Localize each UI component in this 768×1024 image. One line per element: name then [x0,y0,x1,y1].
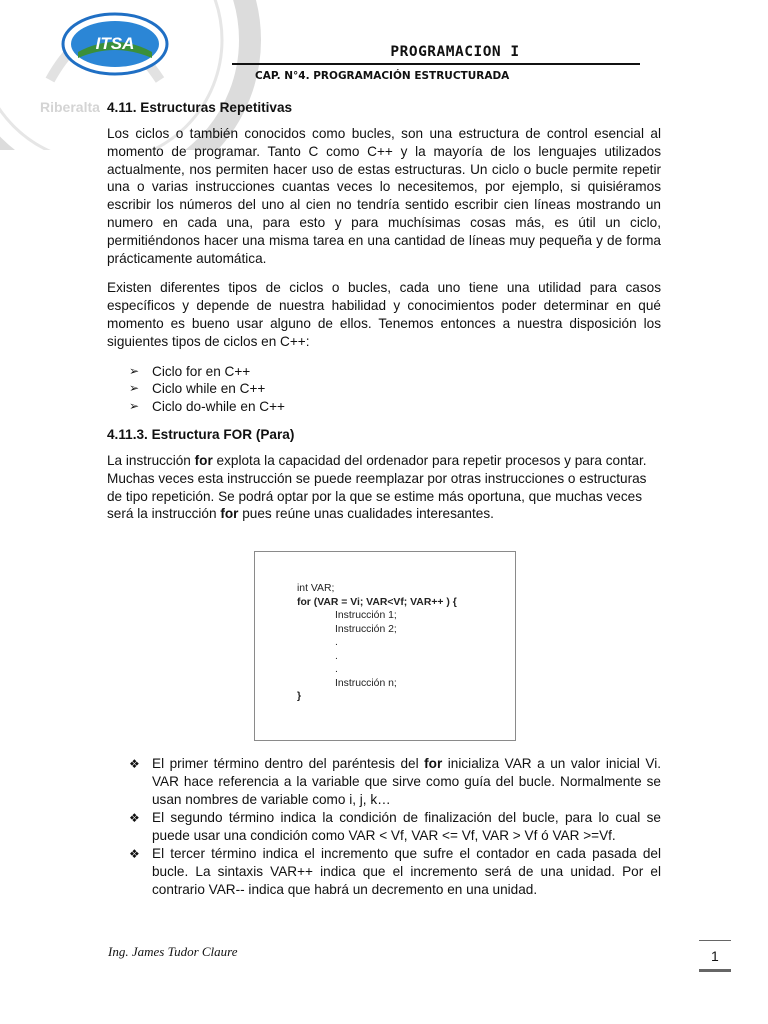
for-syntax-code-box [254,551,516,741]
list-item: ❖ El segundo término indica la condición de finalización del bucle, para lo cual se puede usar una condición como VAR < Vf, VAR <= Vf, VAR > Vf ó VAR >=Vf. [129,810,661,844]
loop-types-paragraph: Existen diferentes tipos de ciclos o bucles, cada uno tiene una utilidad para casos específicos y depende de nuestra habilidad y conocimientos poder determinar en qué momento es bueno usar alguno de ellos. Tenemos entonces a nuestra disposición los siguientes tipos de ciclos en C++: [107,280,661,349]
for-terms-list [107,755,661,899]
section-heading: 4.11. Estructuras Repetitivas [107,100,293,115]
itsa-logo [60,12,170,76]
code-line: Instrucción 2; [335,623,397,635]
diamond-bullet-icon: ❖ [129,757,140,772]
arrow-bullet-icon: ➢ [129,363,140,378]
loop-types-list [107,363,661,416]
list-item: ❖ El primer término dentro del paréntesis del for inicializa VAR a un valor inicial Vi. VAR hace referencia a la variable que sirve como guía del bucle. Normalmente se usan nombres de variable como i, j, k… [129,756,661,808]
diamond-bullet-icon: ❖ [129,811,140,826]
header-divider [232,63,640,65]
code-dot: . [335,650,338,662]
code-line: Instrucción n; [335,677,397,689]
for-description-paragraph: La instrucción for explota la capacidad del ordenador para repetir procesos y para contar. Muchas veces esta instrucción se puede reemplazar por otras instrucciones o estructuras de tipo repetición. Se podrá optar por la que se estime más oportuna, que muchas veces será la instrucción for pues reúne unas cualidades interesantes. [107,452,647,522]
diamond-bullet-icon: ❖ [129,847,140,862]
page-number: 1 [711,948,719,964]
list-item: ➢ Ciclo for en C++ [129,363,251,379]
code-line: Instrucción 1; [335,610,397,622]
logo-text: ITSA [95,34,135,53]
page-content [107,100,661,899]
arrow-bullet-icon: ➢ [129,399,140,414]
document-title: PROGRAMACION I [390,44,520,60]
code-dot: . [335,637,338,649]
code-line: for (VAR = Vi; VAR<Vf; VAR++ ) { [297,596,457,608]
page-number-box [699,940,731,972]
list-item: ➢ Ciclo do-while en C++ [129,399,285,415]
list-item: ❖ El tercer término indica el incremento que sufre el contador en cada pasada del bucle. La sintaxis VAR++ indica que el incremento será de una unidad. Por el contrario VAR-- indica que habrá un decremento en una unidad. [129,846,661,898]
arrow-bullet-icon: ➢ [129,381,140,396]
intro-paragraph: Los ciclos o también conocidos como bucles, son una estructura de control esencial al momento de programar. Tanto C como C++ y la mayoría de los lenguajes utilizados actualmente, nos permiten hacer uso de estas estructuras. Un ciclo o bucle permite repetir una o varias instrucciones cuantas veces lo necesitemos, por ejemplo, si quisiéramos escribir los números del uno al cien no tendría sentido escribir cien líneas mostrando un numero en cada una, para esto y para muchísimas cosas más, es útil un ciclo, permitiéndonos hacer una misma tarea en una cantidad de líneas muy pequeña y de forma prácticamente automática. [107,126,661,266]
subsection-heading: 4.11.3. Estructura FOR (Para) [107,426,295,442]
footer-author: Ing. James Tudor Claure [108,944,238,959]
chapter-subtitle: CAP. N°4. PROGRAMACIÓN ESTRUCTURADA [255,70,510,82]
code-dot: . [335,664,338,676]
code-line: } [297,691,302,703]
seal-text: Riberalta [40,99,100,115]
list-item: ➢ Ciclo while en C++ [129,381,266,397]
code-line: int VAR; [297,583,335,595]
